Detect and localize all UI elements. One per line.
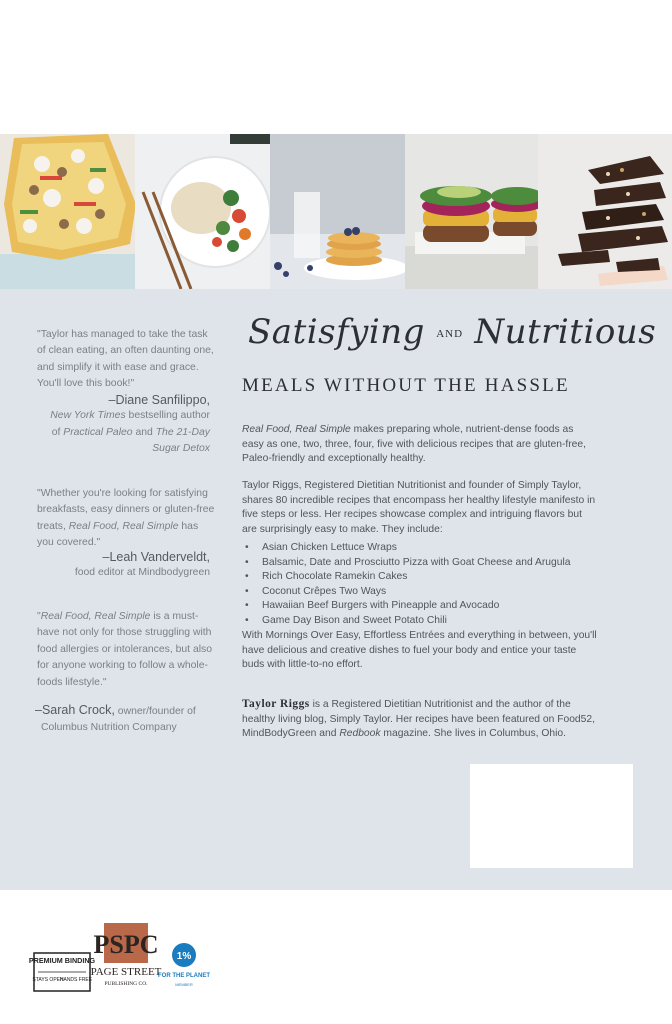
recipe-list bbox=[242, 541, 598, 629]
testimonial-quote: "Real Food, Real Simple is a must-have not only for those struggling with food allergies or intolerances, but also for anyone working to follow a whole-foods lifestyle." bbox=[37, 611, 213, 688]
page-street-logo bbox=[91, 923, 162, 987]
description-paragraph: Taylor Riggs, Registered Dietitian Nutritionist and founder of Simply Taylor, shares 80 incredible recipes that encompass her healthy lifestyle manifesto in five steps or less. Her recipes showcase complex and intriguing flavors but are surprisingly easy to make. They include: bbox=[242, 480, 596, 535]
barcode-area bbox=[470, 764, 633, 868]
burgers-photo bbox=[405, 134, 538, 289]
svg-text:PAGE STREET: PAGE STREET bbox=[90, 966, 162, 978]
svg-text:HANDS FREE: HANDS FREE bbox=[59, 977, 93, 983]
photo-strip bbox=[0, 134, 672, 289]
svg-text:FOR THE PLANET: FOR THE PLANET bbox=[158, 973, 210, 979]
publisher-logos bbox=[0, 919, 232, 999]
one-percent-planet-logo bbox=[158, 943, 210, 987]
rice-bowl-photo bbox=[135, 134, 270, 289]
author-bio: Taylor Riggs is a Registered Dietitian Nutritionist and the author of the healthy living blog, Simply Taylor. Her recipes have been featured on Food52, MindBodyGreen and Redbook magazine. She lives in Columbus, Ohio. bbox=[242, 698, 595, 740]
svg-text:STAYS OPEN: STAYS OPEN bbox=[32, 977, 64, 983]
testimonial-quote: "Taylor has managed to take the task of clean eating, an often daunting one, and simplify it with ease and grace. You'll love this book!" bbox=[37, 329, 214, 390]
logo-row bbox=[0, 919, 232, 999]
testimonial-quote: "Whether you're looking for satisfying breakfasts, easy dinners or gluten-free treats, Real Food, Real Simple has you covered." bbox=[37, 488, 215, 549]
headline-subtitle: MEALS WITHOUT THE HASSLE bbox=[242, 375, 570, 396]
svg-text:PREMIUM BINDING: PREMIUM BINDING bbox=[28, 956, 96, 965]
headline-script: Satisfying AND Nutritious bbox=[248, 312, 657, 352]
testimonial-attribution: –Leah Vanderveldt, food editor at Mindbodygreen bbox=[74, 550, 210, 579]
list-item: • Balsamic, Date and Prosciutto Pizza with Goat Cheese and Arugula bbox=[242, 556, 598, 571]
chocolate-bark-photo bbox=[538, 134, 672, 289]
premium-binding-logo bbox=[29, 953, 96, 991]
list-item: • Asian Chicken Lettuce Wraps bbox=[242, 541, 598, 556]
testimonial-attribution: –Diane Sanfilippo, New York Times bestselling author of Practical Paleo and The 21-Day Sugar Detox bbox=[50, 393, 210, 455]
list-item: • Rich Chocolate Ramekin Cakes bbox=[242, 570, 598, 585]
svg-text:PSPC: PSPC bbox=[93, 930, 159, 959]
svg-text:MEMBER: MEMBER bbox=[175, 982, 193, 987]
list-item: • Hawaiian Beef Burgers with Pineapple and Avocado bbox=[242, 599, 598, 614]
pancakes-photo bbox=[270, 134, 405, 289]
testimonial-attribution: –Sarah Crock, owner/founder of Columbus Nutrition Company bbox=[35, 703, 196, 734]
svg-text:1%: 1% bbox=[176, 951, 192, 962]
description-paragraph: With Mornings Over Easy, Effortless Entrées and everything in between, you'll have delicious and creative dishes to fuel your body and entice your taste buds with little-to-no effort. bbox=[242, 630, 597, 671]
list-item: • Game Day Bison and Sweet Potato Chili bbox=[242, 614, 598, 629]
svg-text:PUBLISHING CO.: PUBLISHING CO. bbox=[104, 981, 148, 987]
pizza-photo bbox=[0, 134, 135, 289]
description-paragraph: Real Food, Real Simple makes preparing whole, nutrient-dense foods as easy as one, two, three, four, five with delicious recipes that are gluten-free, Paleo-friendly and exceptionally healthy. bbox=[242, 424, 586, 465]
list-item: • Coconut Crêpes Two Ways bbox=[242, 585, 598, 600]
